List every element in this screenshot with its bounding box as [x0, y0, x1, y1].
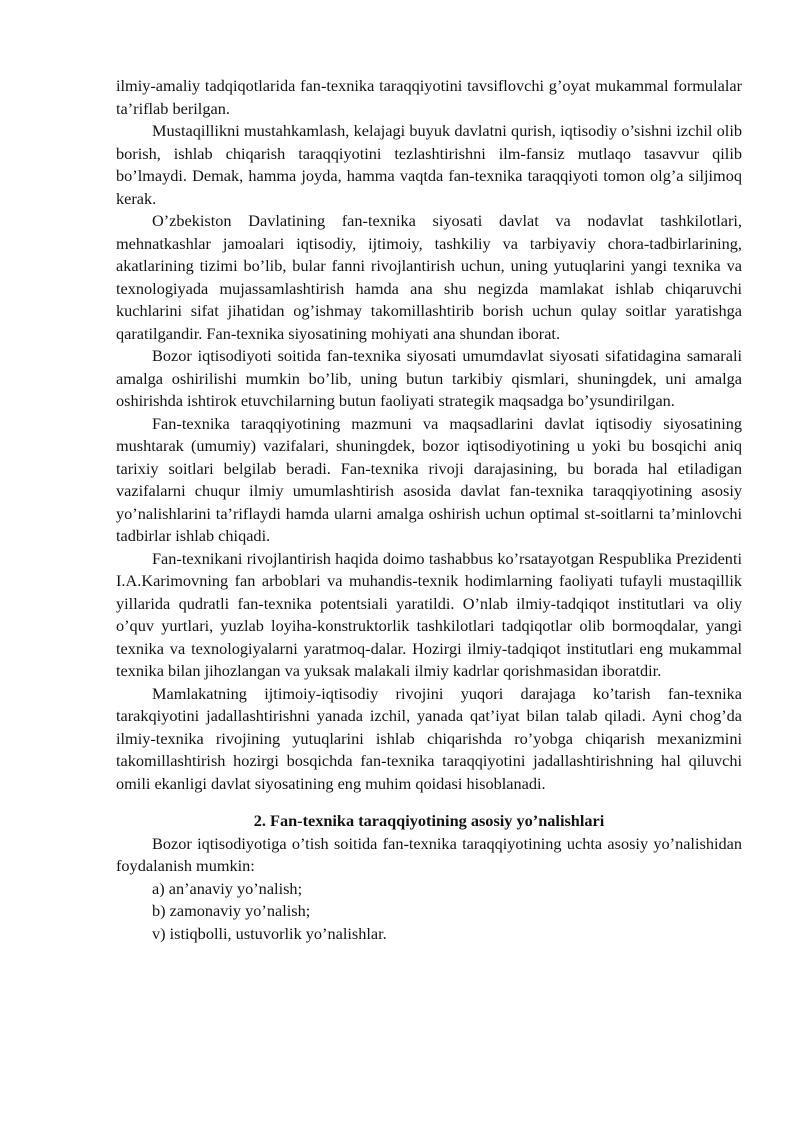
list-item: v) istiqbolli, ustuvorlik yo’nalishlar. [152, 923, 387, 943]
paragraph: Fan-texnikani rivojlantirish haqida doimo tashabbus ko’rsatayotgan Respublika Prezidenti I.A.Karimovning fan arboblari va muhandis-texnik hodimlarning faoliyati tufayli mustaqillik yillarida qudratli fan-texnika potentsiali yaratildi. O’nlab ilmiy-tadqiqot institutlari va oliy o’quv yurtlari, yuzlab loyiha-konstruktorlik tashkilotlari tadqiqotlar olib bormoqdalar, yangi texnika va texnologiyalarni yaratmoq-dalar. Hozirgi ilmiy-tadqiqot institutlari eng mukammal texnika bilan jihozlangan va yuksak malakali ilmiy kadrlar qorishmasidan iboratdir. [116, 548, 742, 680]
paragraph: Mamlakatning ijtimoiy-iqtisodiy rivojini yuqori darajaga ko’tarish fan-texnika tarakqiyotini jadallashtirishni yanada izchil, yanada qat’iyat bilan talab qiladi. Ayni chog’da ilmiy-texnika rivojining yutuqlarini ishlab chiqarishda ro’yobga chiqarish mexanizmini takomillashtirish hozirgi bosqichda fan-texnika taraqqiyotini jadallashtirishning hal qiluvchi omili ekanligi davlat siyosatining eng muhim qoidasi hisoblanadi. [116, 683, 742, 793]
paragraph: Mustaqillikni mustahkamlash, kelajagi buyuk davlatni qurish, iqtisodiy o’sishni izchil olib borish, ishlab chiqarish taraqqiyotini tezlashtirishni ilm-fansiz mutlaqo tasavvur qilib bo’lmaydi. Demak, hamma joyda, hamma vaqtda fan-texnika taraqqiyoti tomon olg’a siljimoq kerak. [116, 121, 742, 208]
section-heading: 2. Fan-texnika taraqqiyotining asosiy yo’nalishlari [253, 811, 605, 830]
direction-list [116, 878, 742, 946]
list-item: b) zamonaviy yo’nalish; [152, 901, 311, 920]
list-item: a) an’anaviy yo’nalish; [152, 878, 303, 898]
paragraph: O’zbekiston Davlatining fan-texnika siyosati davlat va nodavlat tashkilotlari, mehnatkashlar jamoalari iqtisodiy, ijtimoiy, tashkiliy va tarbiyaviy chora-tadbirlarining, akatlarining tizimi bo’lib, bular fanni rivojlantirish uchun, uning yutuqlarini yangi texnika va texnologiyada mujassamlashtirish hamda ana shu negizda mamlakat ishlab chiqaruvchi kuchlarini sifat jihatidan og’ishmay takomillashtirib borish uchun qulay soitlar yaratishga qaratilgandir. Fan-texnika siyosatining mohiyati ana shundan iborat. [116, 211, 742, 343]
document-page [116, 75, 742, 945]
section-intro: Bozor iqtisodiyotiga o’tish soitida fan-texnika taraqqiyotining uchta asosiy yo’nalishidan foydalanish mumkin: [116, 833, 742, 875]
paragraph: ilmiy-amaliy tadqiqotlarida fan-texnika taraqqiyotini tavsiflovchi g’oyat mukammal formulalar ta’riflab berilgan. [116, 76, 742, 118]
paragraph: Fan-texnika taraqqiyotining mazmuni va maqsadlarini davlat iqtisodiy siyosatining mushtarak (umumiy) vazifalari, shuningdek, bozor iqtisodiyotining u yoki bu bosqichi aniq tarixiy soitlari belgilab beradi. Fan-texnika rivoji darajasining, bu borada hal etiladigan vazifalarni chuqur ilmiy umumlashtirish asosida davlat fan-texnika taraqqiyotining asosiy yo’nalishlarini ta’riflaydi hamda ularni amalga oshirish uchun optimal st-soitlarni ta’minlovchi tadbirlar ishlab chiqadi. [116, 413, 742, 545]
paragraph: Bozor iqtisodiyoti soitida fan-texnika siyosati umumdavlat siyosati sifatidagina samarali amalga oshirilishi mumkin bo’lib, uning butun tarkibiy qismlari, shuningdek, uni amalga oshirishda ishtirok etuvchilarning butun faoliyati strategik maqsadga bo’ysundirilgan. [116, 346, 742, 410]
